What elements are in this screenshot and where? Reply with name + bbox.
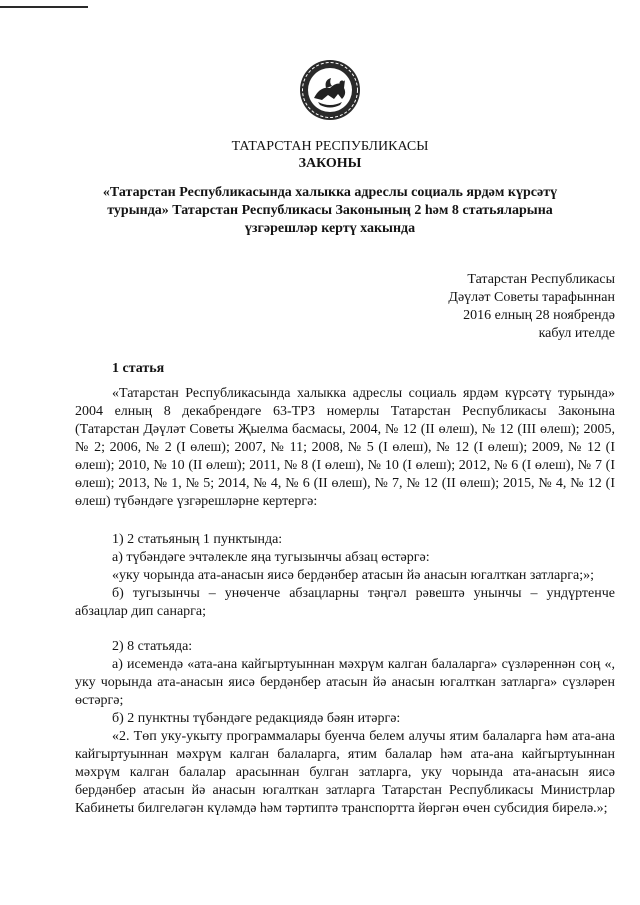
top-rule [0, 6, 88, 8]
adoption-line: Татарстан Республикасы [467, 272, 615, 287]
amendment-subitem: а) түбәндәге эчтәлекле яңа тугызынчы абзац өстәргә: [112, 550, 430, 565]
adoption-line: Дәүләт Советы тарафыннан [448, 290, 615, 305]
adoption-line: кабул ителде [538, 326, 615, 341]
amendment-subitem: б) 2 пунктны түбәндәге редакциядә бәян итәргә: [112, 711, 401, 726]
amendment-subitem: б) тугызынчы – унөченче абзацларны тәңгәл рәвештә унынчы – ундүртенче абзацлар дип санарга; [75, 586, 615, 619]
law-title-line: турында» Татарстан Республикасы Законының 2 һәм 8 статьяларына [107, 203, 553, 218]
tatarstan-coat-of-arms-icon [298, 58, 362, 122]
amendment-quote: «уку чорында ата-анасын яисә бердәнбер атасын йә анасын югалткан затларга;»; [112, 568, 594, 583]
amendments-list [75, 531, 615, 818]
adoption-line: 2016 елның 28 ноябрендә [463, 308, 615, 323]
amendment-subitem: а) исемендә «ата-ана кайгыртуыннан мәхрүм калган балаларга» сүзләреннән соң «, уку чорында ата-анасын яисә бердәнбер атасын йә анасын югалткан затларга» сүзләрен өстәргә; [75, 657, 615, 708]
law-word: ЗАКОНЫ [298, 156, 362, 171]
law-title-line: үзгәрешләр кертү хакында [244, 221, 416, 236]
amendment-item-2: 2) 8 статьяда: [112, 639, 193, 654]
article-heading: 1 статья [112, 361, 165, 376]
republic-name: ТАТАРСТАН РЕСПУБЛИКАСЫ [231, 139, 429, 154]
adoption-block [360, 271, 615, 343]
amendment-item-1: 1) 2 статьяның 1 пунктында: [112, 532, 283, 547]
intro-paragraph: «Татарстан Республикасында халыкка адреслы социаль ярдәм күрсәтү турында» 2004 елның 8 декабрендәге 63-ТРЗ номерлы Татарстан Республикасы Законына (Татарстан Дәүләт Советы Җыелма басмасы, 2004, № 12 (II өлеш), № 12 (III өлеш); 2005, № 2; 2006, № 2 (I өлеш); 2007, № 11; 2008, № 5 (I өлеш), № 12 (I өлеш); 2009, № 12 (I өлеш); 2010, № 10 (II өлеш); 2011, № 8 (I өлеш), № 10 (I өлеш); 2012, № 6 (I өлеш), № 7 (I өлеш); 2013, № 1, № 5; 2014, № 4, № 6 (II өлеш), № 7, № 12 (II өлеш); 2015, № 4, № 12 (I өлеш) түбәндәге үзгәрешләрне кертергә: [75, 386, 615, 509]
law-title-line: «Татарстан Республикасында халыкка адреслы социаль ярдәм күрсәтү [102, 185, 558, 200]
article-intro [75, 385, 615, 511]
law-title [60, 184, 600, 238]
amendment-quote: «2. Төп уку-укыту программалары буенча белем алучы ятим балаларга һәм ата-ана кайгыртуыннан мәхрүм калган балаларга, ятим балалар һәм ата-ана кайгыртуыннан мәхрүм калган балалар арасыннан булган затларга, уку чорында ата-анасын яисә бердәнбер атасын йә анасын югалткан затларга Татарстан Республикасы Министрлар Кабинеты билгеләгән күләмдә һәм тәртиптә транспортта йөргән өчен субсидия бирелә.»; [75, 729, 615, 816]
